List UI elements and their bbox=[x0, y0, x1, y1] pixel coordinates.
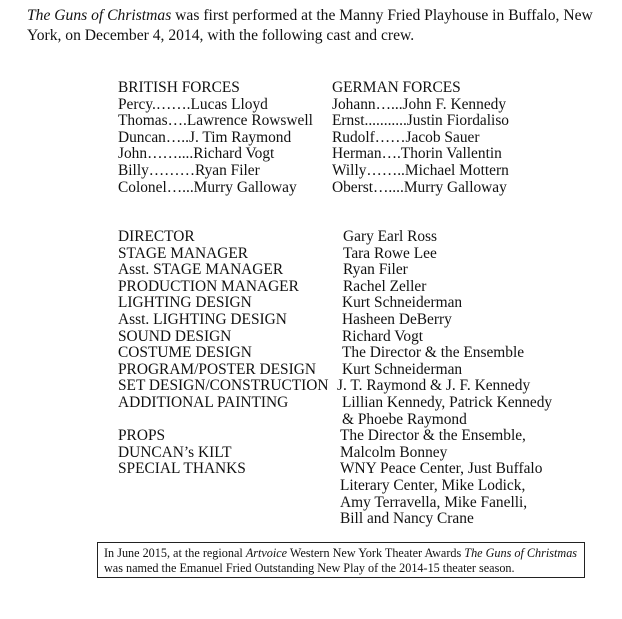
crew-name: Tara Rowe Lee bbox=[343, 244, 437, 262]
crew-role: DIRECTOR bbox=[118, 228, 195, 245]
cast-row: Willy……..Michael Mottern bbox=[332, 161, 509, 179]
cast-row: John……....Richard Vogt bbox=[118, 145, 275, 163]
crew-role: SPECIAL THANKS bbox=[118, 460, 246, 478]
cast-row: Rudolf……Jacob Sauer bbox=[332, 128, 480, 146]
crew-role: PRODUCTION MANAGER bbox=[118, 277, 299, 295]
german-forces-cast bbox=[332, 80, 509, 196]
crew-name: Lillian Kennedy, Patrick Kennedy bbox=[342, 393, 553, 411]
crew-role: LIGHTING DESIGN bbox=[118, 294, 252, 312]
crew-name: Kurt Schneiderman bbox=[342, 360, 463, 378]
crew-name: Literary Center, Mike Lodick, bbox=[340, 476, 526, 494]
crew-name: The Director & the Ensemble, bbox=[340, 427, 526, 445]
cast-row: Colonel…...Murry Galloway bbox=[118, 178, 297, 196]
crew-name: Kurt Schneiderman bbox=[342, 294, 463, 312]
crew-name: Amy Terravella, Mike Fanelli, bbox=[340, 493, 528, 511]
award-note bbox=[97, 542, 585, 578]
cast-row: Thomas….Lawrence Rowswell bbox=[118, 112, 313, 130]
play-title: The Guns of Christmas bbox=[464, 546, 578, 560]
intro-paragraph bbox=[27, 6, 617, 46]
intro-text: was first performed at the Manny Fried Playhouse in Buffalo, New York, on December 4, 2014, with the following cast and crew. bbox=[27, 7, 593, 44]
crew-name: Bill and Nancy Crane bbox=[340, 510, 474, 528]
crew-name: Ryan Filer bbox=[343, 261, 408, 279]
cast-row: Duncan…..J. Tim Raymond bbox=[118, 128, 292, 146]
crew-role: PROGRAM/POSTER DESIGN bbox=[118, 360, 316, 378]
crew-name: The Director & the Ensemble bbox=[342, 344, 525, 362]
crew-name: Malcolm Bonney bbox=[340, 443, 448, 461]
crew-name: & Phoebe Raymond bbox=[342, 410, 467, 428]
cast-row: Oberst…....Murry Galloway bbox=[332, 178, 507, 196]
note-text: In June 2015, at the regional bbox=[104, 546, 246, 560]
crew-role: SET DESIGN/CONSTRUCTION bbox=[118, 377, 329, 395]
crew-name: Rachel Zeller bbox=[343, 277, 427, 295]
crew-name: Hasheen DeBerry bbox=[342, 310, 452, 328]
crew-role: COSTUME DESIGN bbox=[118, 344, 252, 362]
crew-role: SOUND DESIGN bbox=[118, 327, 232, 345]
crew-role: ADDITIONAL PAINTING bbox=[118, 393, 289, 411]
crew-role: Asst. STAGE MANAGER bbox=[118, 261, 284, 279]
cast-row: Ernst...........Justin Fiordaliso bbox=[332, 112, 509, 130]
cast-row: Billy………Ryan Filer bbox=[118, 161, 260, 179]
crew-name: WNY Peace Center, Just Buffalo bbox=[340, 460, 543, 478]
crew-role: DUNCAN’s KILT bbox=[118, 443, 232, 461]
crew-name: Gary Earl Ross bbox=[343, 228, 438, 245]
publication-name: Artvoice bbox=[245, 546, 288, 560]
crew-role: PROPS bbox=[118, 427, 166, 445]
cast-row: Johann…...John F. Kennedy bbox=[332, 95, 507, 113]
cast-row: Herman….Thorin Vallentin bbox=[332, 145, 502, 163]
british-forces-cast bbox=[118, 80, 313, 196]
note-text: Western New York Theater Awards bbox=[287, 546, 465, 560]
play-title: The Guns of Christmas bbox=[27, 7, 172, 24]
crew-name: J. T. Raymond & J. F. Kennedy bbox=[337, 377, 531, 395]
crew-role: Asst. LIGHTING DESIGN bbox=[118, 310, 287, 328]
crew-role: STAGE MANAGER bbox=[118, 244, 249, 262]
cast-row: Percy.…….Lucas Lloyd bbox=[118, 95, 268, 113]
british-forces-heading: BRITISH FORCES bbox=[118, 79, 240, 96]
crew-name: Richard Vogt bbox=[342, 327, 424, 345]
note-text: was named the Emanuel Fried Outstanding New Play of the 2014-15 theater season. bbox=[104, 561, 515, 575]
german-forces-heading: GERMAN FORCES bbox=[332, 79, 461, 96]
